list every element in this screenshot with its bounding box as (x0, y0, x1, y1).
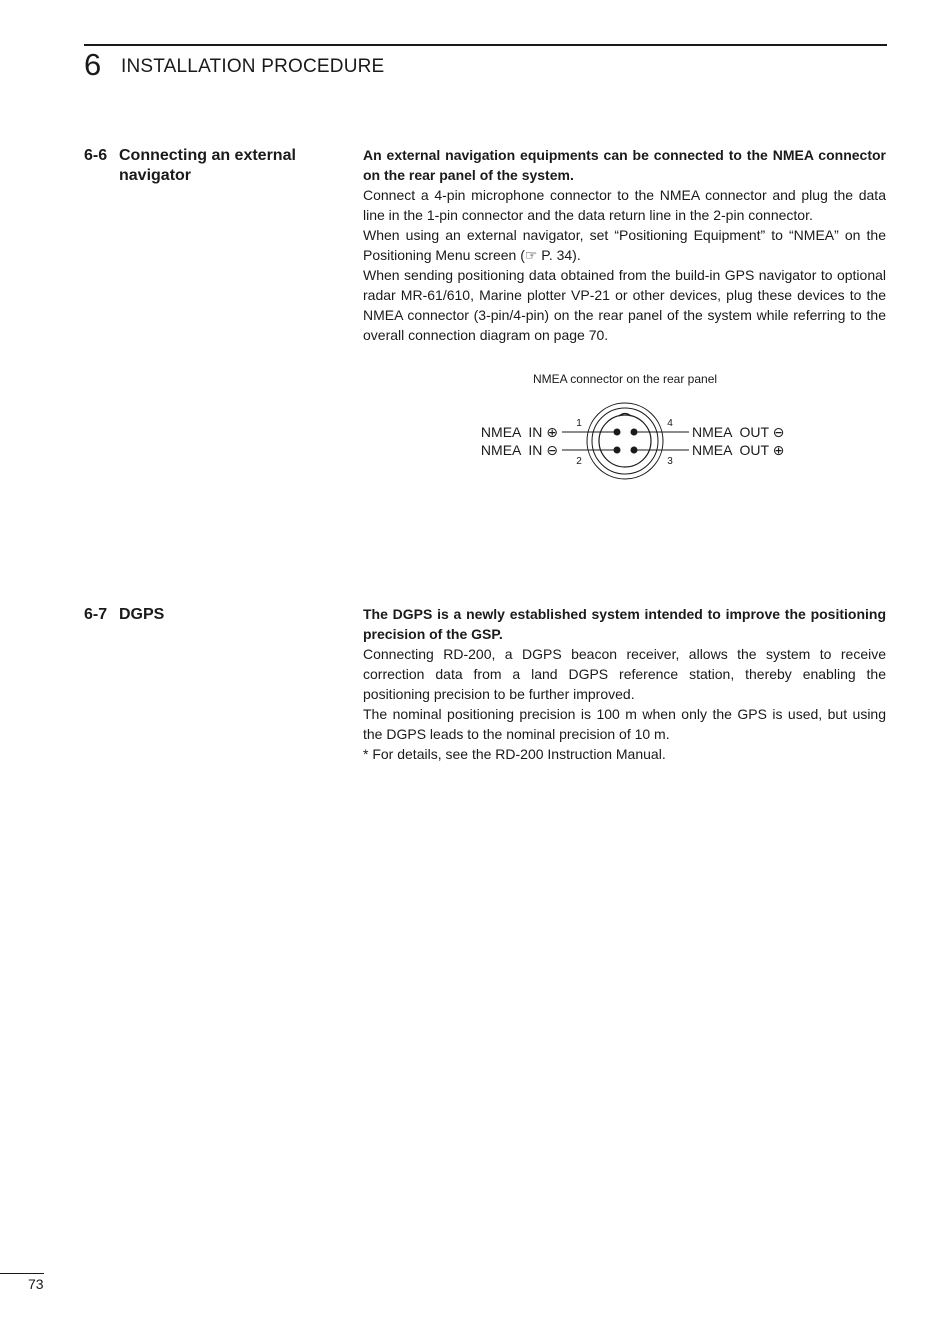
connector-illustration (460, 366, 820, 486)
chapter-number: 6 (84, 47, 102, 82)
paragraph: When using an external navigator, set “Positioning Equipment” to “NMEA” on the Positioning Menu screen (☞ P. 34). (363, 227, 886, 263)
section-lead: An external navigation equipments can be connected to the NMEA connector on the rear panel of the system. (363, 147, 886, 183)
page-number: 73 (28, 1276, 44, 1292)
diagram-caption: NMEA connector on the rear panel (532, 372, 718, 386)
pin-2-label: NMEA IN ⊖ (480, 442, 558, 458)
pin-3-number: 3 (667, 456, 673, 467)
footer-rule (0, 1273, 44, 1274)
footnote: * For details, see the RD-200 Instruction Manual. (363, 746, 666, 762)
section-body-6-7 (363, 604, 886, 764)
pin-1-number: 1 (576, 418, 582, 429)
pin-4-label: NMEA OUT ⊖ (692, 424, 785, 440)
section-title: Connecting an external navigator (119, 147, 296, 184)
section-heading-6-6 (84, 146, 319, 186)
section-number: 6-7 (84, 606, 108, 623)
paragraph: The nominal positioning precision is 100 m when only the GPS is used, but using the DGPS leads to the nominal precision of 10 m. (363, 706, 886, 742)
pin-4-number: 4 (667, 418, 673, 429)
paragraph: Connect a 4-pin microphone connector to the NMEA connector and plug the data line in the 1-pin connector and the data return line in the 2-pin connector. (363, 187, 886, 223)
pin-3-label: NMEA OUT ⊕ (692, 442, 785, 458)
paragraph: When sending positioning data obtained from the build-in GPS navigator to optional radar MR-61/610, Marine plotter VP-21 or other devices, plug these devices to the NMEA connector (3-pin/4-pin) on the rear panel of the system while referring to the overall connection diagram on page 70. (363, 267, 886, 343)
chapter-title: INSTALLATION PROCEDURE (121, 56, 385, 77)
section-lead: The DGPS is a newly established system intended to improve the positioning precision of the GSP. (363, 606, 886, 642)
section-number: 6-6 (84, 147, 108, 164)
connector-middle-ring (592, 408, 658, 474)
pin-1-label: NMEA IN ⊕ (480, 424, 558, 440)
paragraph: Connecting RD-200, a DGPS beacon receiver, allows the system to receive correction data from a land DGPS reference station, thereby enabling the positioning precision to be further improved. (363, 646, 886, 702)
pin-2-number: 2 (576, 456, 582, 467)
connector-inner-ring (599, 415, 651, 467)
section-heading-6-7 (84, 605, 319, 625)
section-body-6-6 (363, 145, 886, 345)
header-rule (84, 44, 887, 46)
nmea-connector-diagram (460, 366, 820, 486)
section-title: DGPS (119, 606, 165, 623)
